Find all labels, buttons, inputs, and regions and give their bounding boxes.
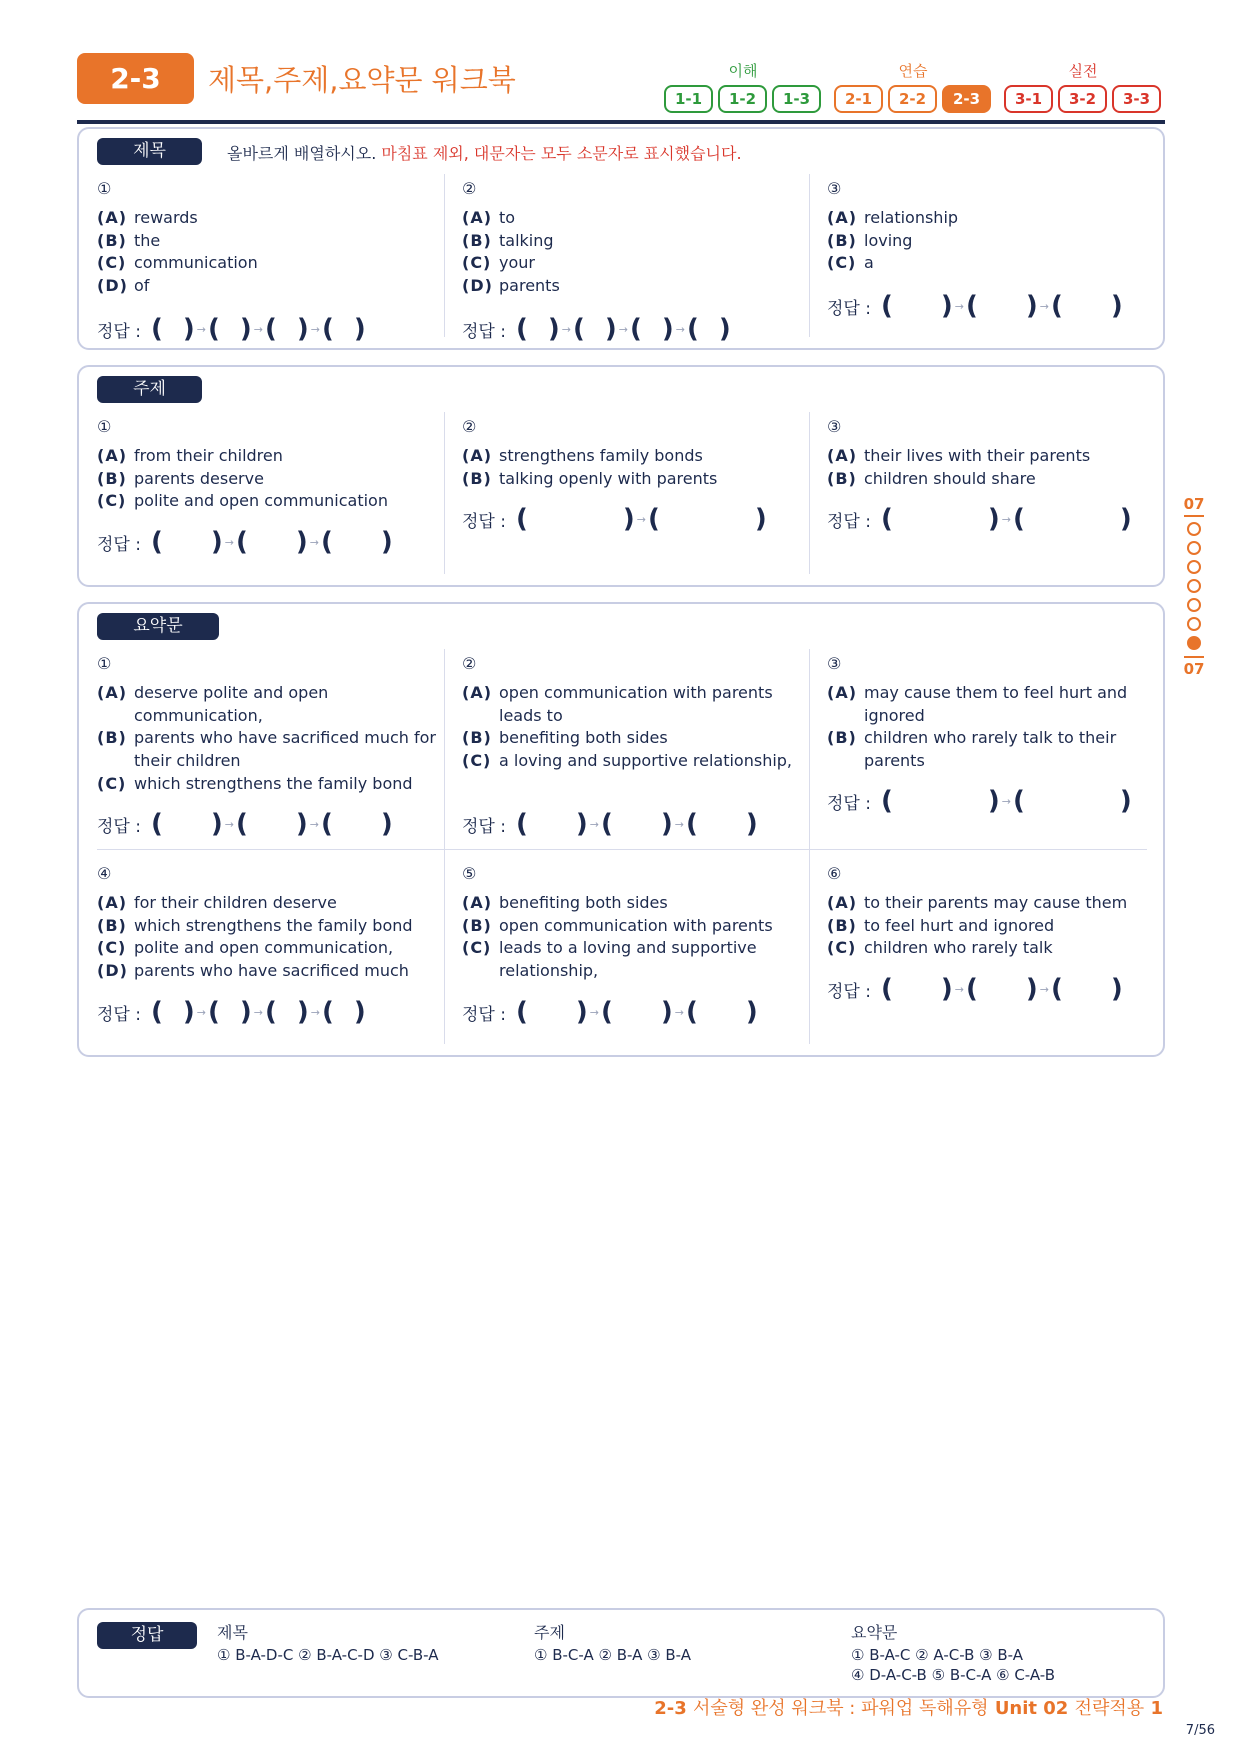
column-divider (809, 174, 810, 337)
step-1-3[interactable]: 1-3 (772, 85, 821, 113)
answer-key-theme-head: 주제 (534, 1623, 565, 1642)
answer-key-summary-1: ① B-A-C ② A-C-B ③ B-A (851, 1646, 1023, 1664)
question-number: ③ (827, 654, 842, 673)
choice-line: (C) polite and open communication, (97, 938, 394, 958)
side-index-bottom: 07 (1184, 656, 1205, 678)
progress-dot (1187, 522, 1201, 536)
column-divider (444, 174, 445, 337)
group-label-practice: 연습 (898, 62, 928, 80)
answer-blanks[interactable]: 정답 : ( ) → ( ) → ( ) (827, 974, 1123, 1004)
question-number: ③ (827, 179, 842, 198)
choice-line: (A) relationship (827, 208, 959, 227)
question-summary-1 (97, 654, 442, 844)
step-3-1[interactable]: 3-1 (1004, 85, 1053, 113)
instruction-warning: 마침표 제외, 대문자는 모두 소문자로 표시했습니다. (381, 144, 742, 163)
choice-line: (C) communication (97, 253, 258, 273)
choice-line: (A) may cause them to feel hurt and ignored (827, 683, 1128, 725)
progress-dot (1187, 560, 1201, 574)
choice-line: (C) a loving and supportive relationship, (462, 751, 793, 771)
question-title-3 (827, 179, 1172, 344)
answer-key-summary-head: 요약문 (851, 1623, 898, 1642)
column-divider (444, 412, 445, 574)
instruction-main: 올바르게 배열하시오. (227, 144, 377, 163)
question-theme-2 (462, 417, 807, 577)
answer-blanks[interactable]: 정답 : ( ) → ( ) → ( ) (97, 809, 393, 839)
answer-blanks[interactable]: 정답 : ( ) → ( ) (827, 786, 1132, 816)
title-section (77, 127, 1165, 350)
answer-blanks[interactable]: 정답 : ( ) → ( ) → ( ) → ( ) (462, 314, 731, 344)
step-3-2[interactable]: 3-2 (1058, 85, 1107, 113)
question-theme-1 (97, 417, 442, 577)
question-summary-6 (827, 864, 1172, 1044)
answer-blanks[interactable]: 정답 : ( ) → ( ) → ( ) (827, 291, 1123, 321)
choice-line: (C) polite and open communication (97, 491, 388, 511)
choice-line: (C) leads to a loving and supportive relationship, (462, 938, 757, 981)
choice-line: (B) which strengthens the family bond (97, 915, 413, 935)
question-theme-3 (827, 417, 1172, 577)
choice-line: (B) parents who have sacrificed much for their children (97, 728, 436, 771)
choice-line: (A) from their children (97, 446, 283, 465)
question-summary-3 (827, 654, 1172, 844)
column-divider (809, 649, 810, 1044)
footer-unit: Unit 02 (994, 1698, 1069, 1719)
choice-line: (A) to their parents may cause them (827, 893, 1128, 912)
choice-line: (B) children who rarely talk to their parents (827, 728, 1117, 771)
section-code-badge: 2-3 (77, 53, 194, 104)
step-2-1[interactable]: 2-1 (834, 85, 883, 113)
progress-dot (1187, 598, 1201, 612)
answer-blanks[interactable]: 정답 : ( ) → ( ) → ( ) (462, 809, 758, 839)
footer-code: 2-3 (654, 1698, 687, 1719)
question-summary-2 (462, 654, 807, 844)
choice-line: (A) rewards (97, 208, 198, 227)
column-divider (444, 649, 445, 1044)
step-3-3[interactable]: 3-3 (1112, 85, 1161, 113)
section-tag-theme: 주제 (97, 376, 202, 403)
choice-line: (A) to (462, 208, 516, 227)
choice-line: (D) parents (462, 276, 560, 296)
answer-key-section (77, 1608, 1165, 1698)
choice-line: (A) open communication with parents leads to (462, 683, 773, 725)
instruction (227, 141, 742, 164)
question-number: ④ (97, 864, 112, 883)
progress-dot (1187, 617, 1201, 631)
answer-key-theme: ① B-C-A ② B-A ③ B-A (534, 1646, 691, 1664)
choice-line: (A) benefiting both sides (462, 893, 668, 912)
answer-blanks[interactable]: 정답 : ( ) → ( ) (827, 504, 1132, 534)
row-divider (97, 849, 1147, 850)
answer-key-summary-2: ④ D-A-C-B ⑤ B-C-A ⑥ C-A-B (851, 1666, 1055, 1684)
choice-line: (C) which strengthens the family bond (97, 773, 413, 793)
side-index (1180, 495, 1208, 678)
choice-line: (A) their lives with their parents (827, 446, 1091, 465)
question-number: ⑤ (462, 864, 477, 883)
step-1-1[interactable]: 1-1 (664, 85, 713, 113)
answer-key-title-head: 제목 (217, 1623, 248, 1642)
section-tag-summary: 요약문 (97, 613, 219, 640)
answer-key-title: ① B-A-D-C ② B-A-C-D ③ C-B-A (217, 1646, 439, 1664)
section-tag-answer: 정답 (97, 1622, 197, 1649)
question-number: ② (462, 179, 477, 198)
page-number: 7/56 (1185, 1723, 1215, 1738)
footer-tail: 전략적용 (1074, 1698, 1145, 1719)
choice-line: (A) deserve polite and open communication, (97, 683, 329, 725)
progress-dot (1187, 541, 1201, 555)
answer-blanks[interactable]: 정답 : ( ) → ( ) → ( ) → ( ) (97, 997, 366, 1027)
question-number: ① (97, 179, 112, 198)
choice-line: (A) strengthens family bonds (462, 446, 703, 465)
step-nav (664, 85, 1166, 113)
progress-dot-active (1187, 636, 1201, 650)
choice-line: (D) of (97, 276, 150, 296)
summary-section (77, 602, 1165, 1057)
choice-line: (B) loving (827, 230, 913, 250)
step-2-3-active[interactable]: 2-3 (942, 85, 991, 113)
answer-blanks[interactable]: 정답 : ( ) → ( ) → ( ) → ( ) (97, 314, 366, 344)
choice-line: (B) children should share (827, 468, 1036, 488)
side-index-top: 07 (1184, 495, 1205, 517)
choice-line: (B) talking (462, 230, 554, 250)
question-number: ⑥ (827, 864, 842, 883)
group-label-real: 실전 (1068, 62, 1098, 80)
answer-blanks[interactable]: 정답 : ( ) → ( ) → ( ) (462, 997, 758, 1027)
choice-line: (B) parents deserve (97, 468, 264, 488)
choice-line: (C) a (827, 253, 874, 273)
question-title-1 (97, 179, 442, 344)
answer-blanks[interactable]: 정답 : ( ) → ( ) (462, 504, 767, 534)
choice-line: (B) the (97, 230, 161, 250)
question-title-2 (462, 179, 807, 344)
footer-num: 1 (1150, 1698, 1163, 1719)
answer-blanks[interactable]: 정답 : ( ) → ( ) → ( ) (97, 527, 393, 557)
column-divider (809, 412, 810, 574)
question-number: ② (462, 417, 477, 436)
choice-line: (B) talking openly with parents (462, 468, 718, 488)
group-label-understand: 이해 (728, 62, 758, 80)
question-number: ① (97, 654, 112, 673)
progress-dot (1187, 579, 1201, 593)
question-number: ② (462, 654, 477, 673)
choice-line: (C) children who rarely talk (827, 938, 1053, 958)
choice-line: (B) open communication with parents (462, 915, 773, 935)
footer-text: 서술형 완성 워크북 : 파워업 독해유형 (693, 1698, 989, 1719)
choice-line: (B) to feel hurt and ignored (827, 915, 1055, 935)
question-summary-4 (97, 864, 442, 1044)
step-1-2[interactable]: 1-2 (718, 85, 767, 113)
question-summary-5 (462, 864, 807, 1044)
footer (654, 1694, 1163, 1720)
header-divider (77, 120, 1165, 124)
question-number: ① (97, 417, 112, 436)
choice-line: (A) for their children deserve (97, 893, 337, 912)
choice-line: (C) your (462, 253, 535, 273)
page-title: 제목,주제,요약문 워크북 (208, 63, 516, 97)
choice-line: (D) parents who have sacrificed much (97, 961, 409, 981)
section-tag-title: 제목 (97, 138, 202, 165)
step-2-2[interactable]: 2-2 (888, 85, 937, 113)
question-number: ③ (827, 417, 842, 436)
theme-section (77, 365, 1165, 587)
choice-line: (B) benefiting both sides (462, 728, 668, 748)
